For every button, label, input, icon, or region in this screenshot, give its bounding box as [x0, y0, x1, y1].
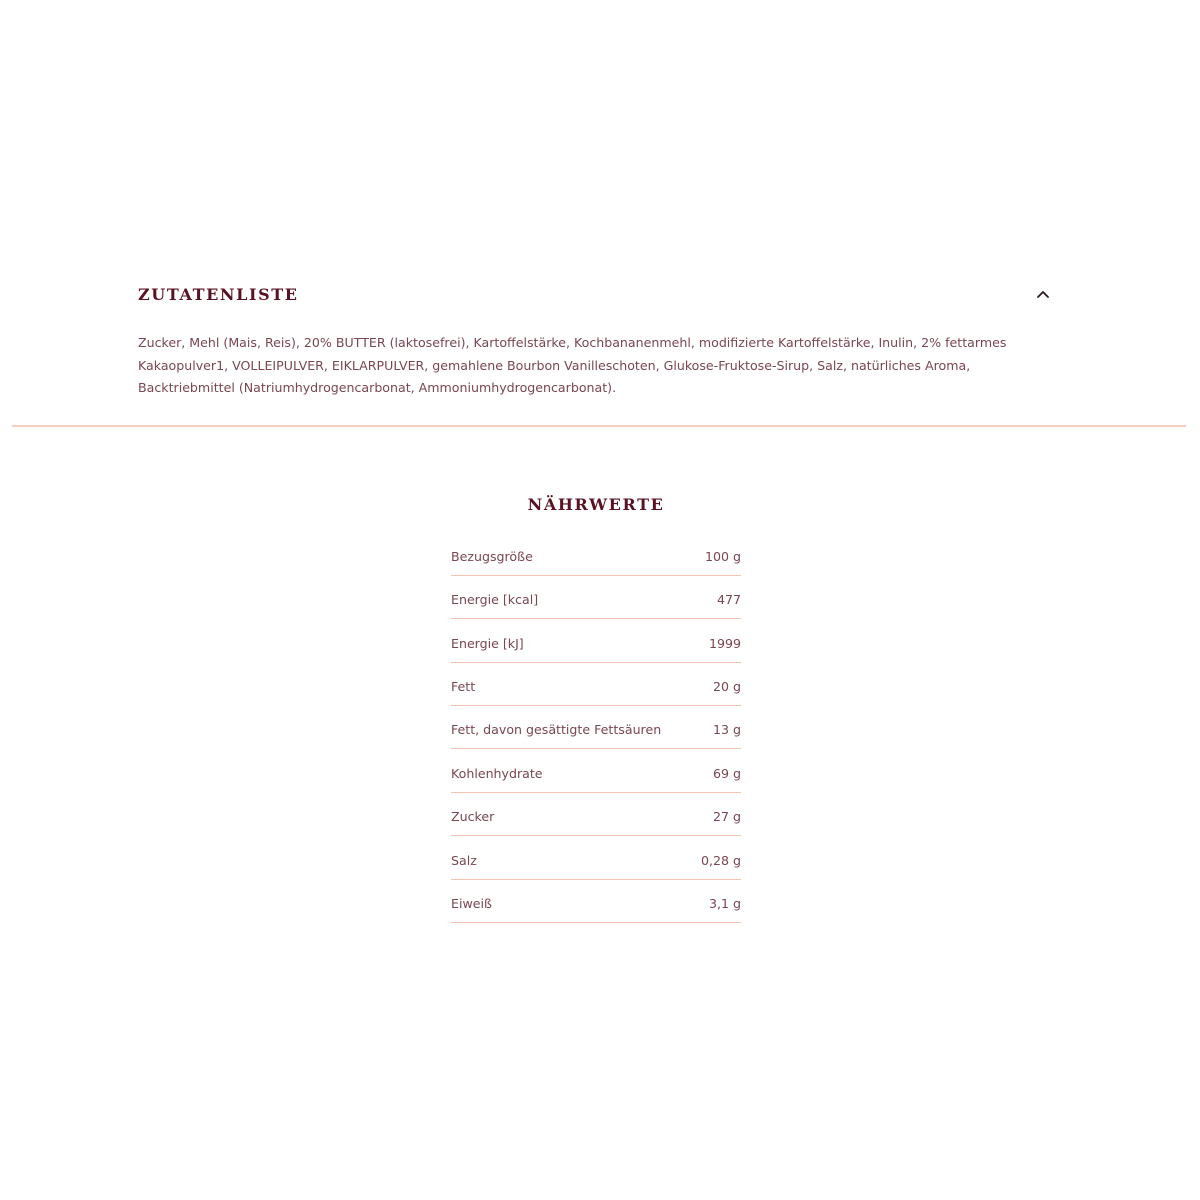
nutrition-value: 100 g [704, 548, 741, 564]
nutrition-value: 27 g [712, 809, 741, 825]
section-divider [12, 425, 1186, 427]
nutrition-label: Bezugsgröße [451, 548, 533, 564]
nutrition-label: Fett, davon gesättigte Fettsäuren [451, 722, 662, 738]
nutrition-title: NÄHRWERTE [527, 495, 665, 514]
table-row [451, 532, 741, 575]
nutrition-label: Kohlenhydrate [451, 765, 543, 781]
nutrition-value: 20 g [712, 679, 741, 695]
nutrition-value: 477 [716, 592, 741, 608]
nutrition-value: 13 g [712, 722, 741, 738]
nutrition-value: 69 g [712, 765, 741, 781]
table-row [451, 662, 741, 705]
ingredients-text: Zucker, Mehl (Mais, Reis), 20% BUTTER (laktosefrei), Kartoffelstärke, Kochbananenmehl, modifizierte Kartoffelstärke, Inulin, 2% fettarmes Kakaopulver1, VOLLEIPULVER, EIKLARPULVER, gemahlene Bourbon Vanilleschoten, Glukose-Fruktose-Sirup, Salz, natürliches Aroma, Backtriebmittel (Natriumhydrogencarbonat, Ammoniumhydrogencarbonat). [138, 335, 1007, 395]
table-row [451, 749, 741, 792]
nutrition-label: Energie [kcal] [451, 592, 539, 608]
nutrition-label: Fett [451, 679, 476, 695]
nutrition-table [451, 532, 741, 923]
nutrition-label: Energie [kJ] [451, 635, 524, 651]
table-row [451, 879, 741, 922]
nutrition-value: 3,1 g [708, 896, 741, 912]
ingredients-accordion-header[interactable] [138, 280, 1056, 310]
table-row [451, 575, 741, 618]
nutrition-value: 0,28 g [700, 852, 741, 868]
nutrition-section [451, 490, 741, 912]
chevron-up-icon[interactable] [1034, 285, 1052, 303]
table-row [451, 836, 741, 879]
table-row [451, 706, 741, 749]
nutrition-value: 1999 [708, 635, 741, 651]
ingredients-title: ZUTATENLISTE [138, 285, 299, 304]
nutrition-label: Salz [451, 852, 477, 868]
table-row [451, 619, 741, 662]
nutrition-label: Eiweiß [451, 896, 492, 912]
table-row [451, 792, 741, 835]
nutrition-label: Zucker [451, 809, 495, 825]
